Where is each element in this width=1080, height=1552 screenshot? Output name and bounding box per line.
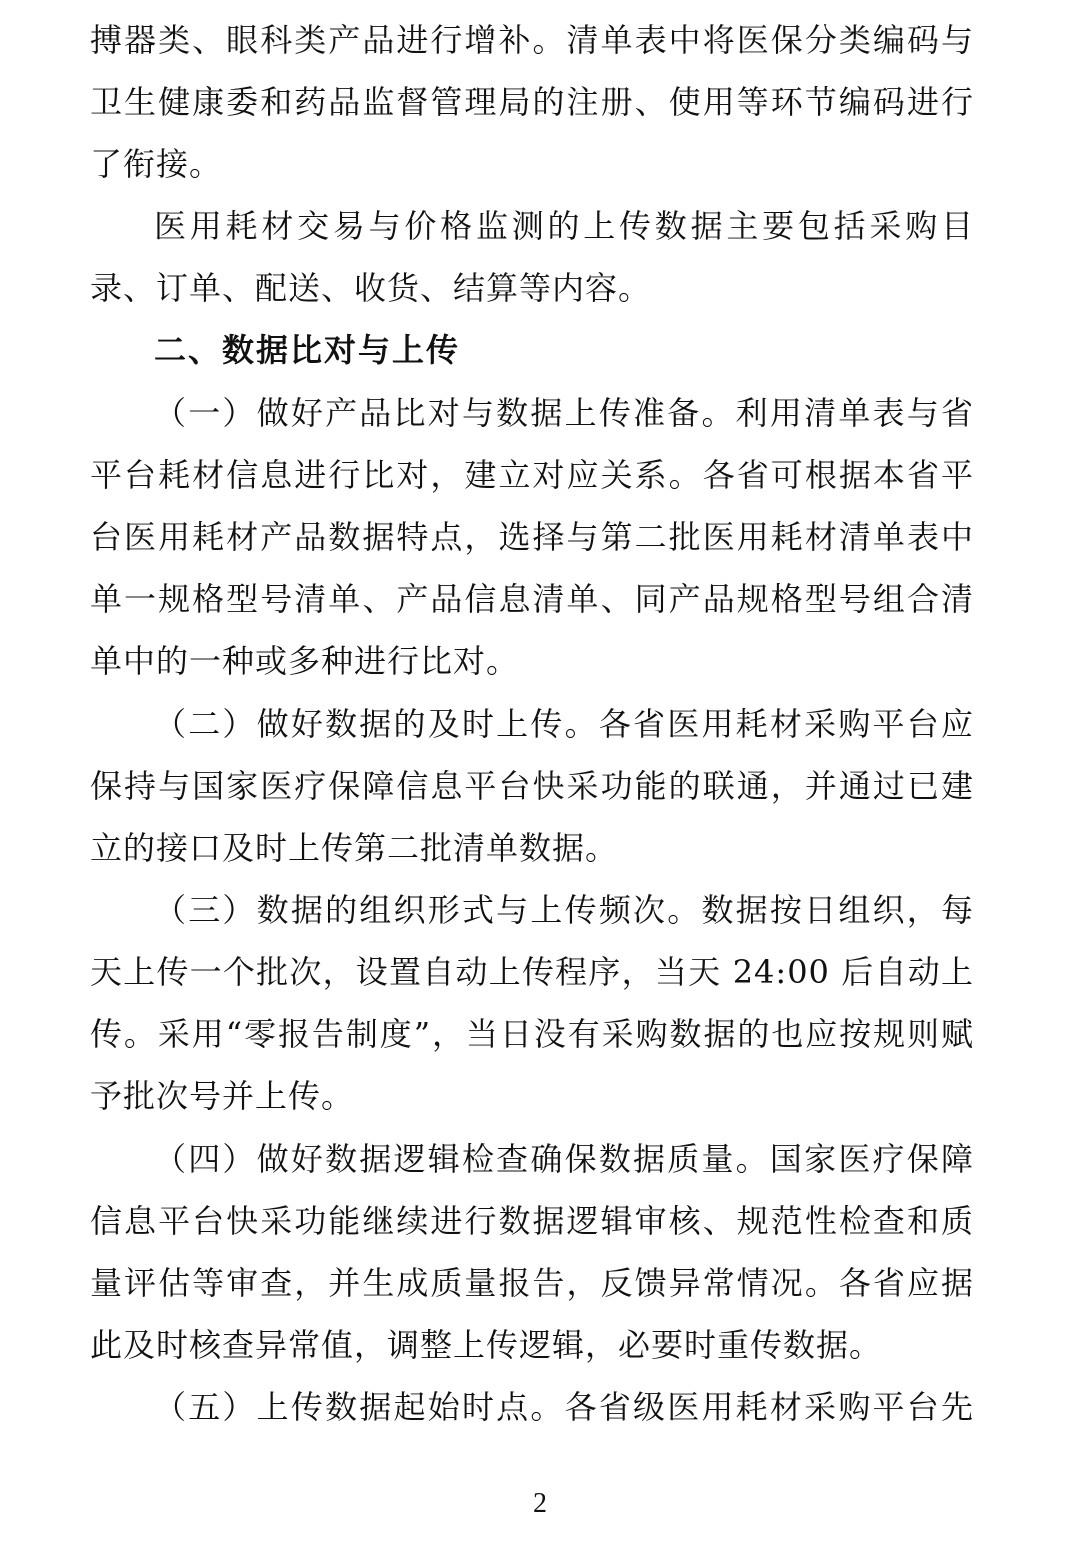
section-heading: 二、数据比对与上传 (154, 331, 461, 369)
body-text-line: （三）数据的组织形式与上传频次。数据按日组织，每 (154, 891, 974, 929)
body-text-line: 信息平台快采功能继续进行数据逻辑审核、规范性检查和质 (90, 1202, 974, 1240)
body-text-line: 立的接口及时上传第二批清单数据。 (90, 829, 619, 867)
body-text-line: 单一规格型号清单、产品信息清单、同产品规格型号组合清 (90, 580, 974, 618)
body-text-line: （五）上传数据起始时点。各省级医用耗材采购平台先 (154, 1388, 974, 1426)
body-text-line: 平台耗材信息进行比对，建立对应关系。各省可根据本省平 (90, 456, 974, 494)
body-text-line: 保持与国家医疗保障信息平台快采功能的联通，并通过已建 (90, 767, 974, 805)
body-text-line: 台医用耗材产品数据特点，选择与第二批医用耗材清单表中 (90, 518, 974, 556)
body-text-line: 录、订单、配送、收货、结算等内容。 (90, 269, 652, 307)
body-text-line: （一）做好产品比对与数据上传准备。利用清单表与省 (154, 394, 974, 432)
body-text-line: （四）做好数据逻辑检查确保数据质量。国家医疗保障 (154, 1140, 974, 1178)
body-text-line: 医用耗材交易与价格监测的上传数据主要包括采购目 (154, 207, 974, 245)
body-text-line: 天上传一个批次，设置自动上传程序，当天 24:00 后自动上 (90, 953, 974, 991)
page-number: 2 (533, 1488, 547, 1519)
body-text-line: 量评估等审查，并生成质量报告，反馈异常情况。各省应据 (90, 1264, 974, 1302)
body-text-line: 单中的一种或多种进行比对。 (90, 642, 520, 680)
body-text-line: 了衔接。 (90, 145, 223, 183)
body-text-line: 卫生健康委和药品监督管理局的注册、使用等环节编码进行 (90, 83, 974, 121)
body-text-line: 传。采用“零报告制度”，当日没有采购数据的也应按规则赋 (90, 1015, 974, 1053)
body-text-line: 予批次号并上传。 (90, 1077, 355, 1115)
body-text-line: 此及时核查异常值，调整上传逻辑，必要时重传数据。 (90, 1326, 883, 1364)
body-text-line: （二）做好数据的及时上传。各省医用耗材采购平台应 (154, 705, 974, 743)
body-text-line: 搏器类、眼科类产品进行增补。清单表中将医保分类编码与 (90, 21, 974, 59)
